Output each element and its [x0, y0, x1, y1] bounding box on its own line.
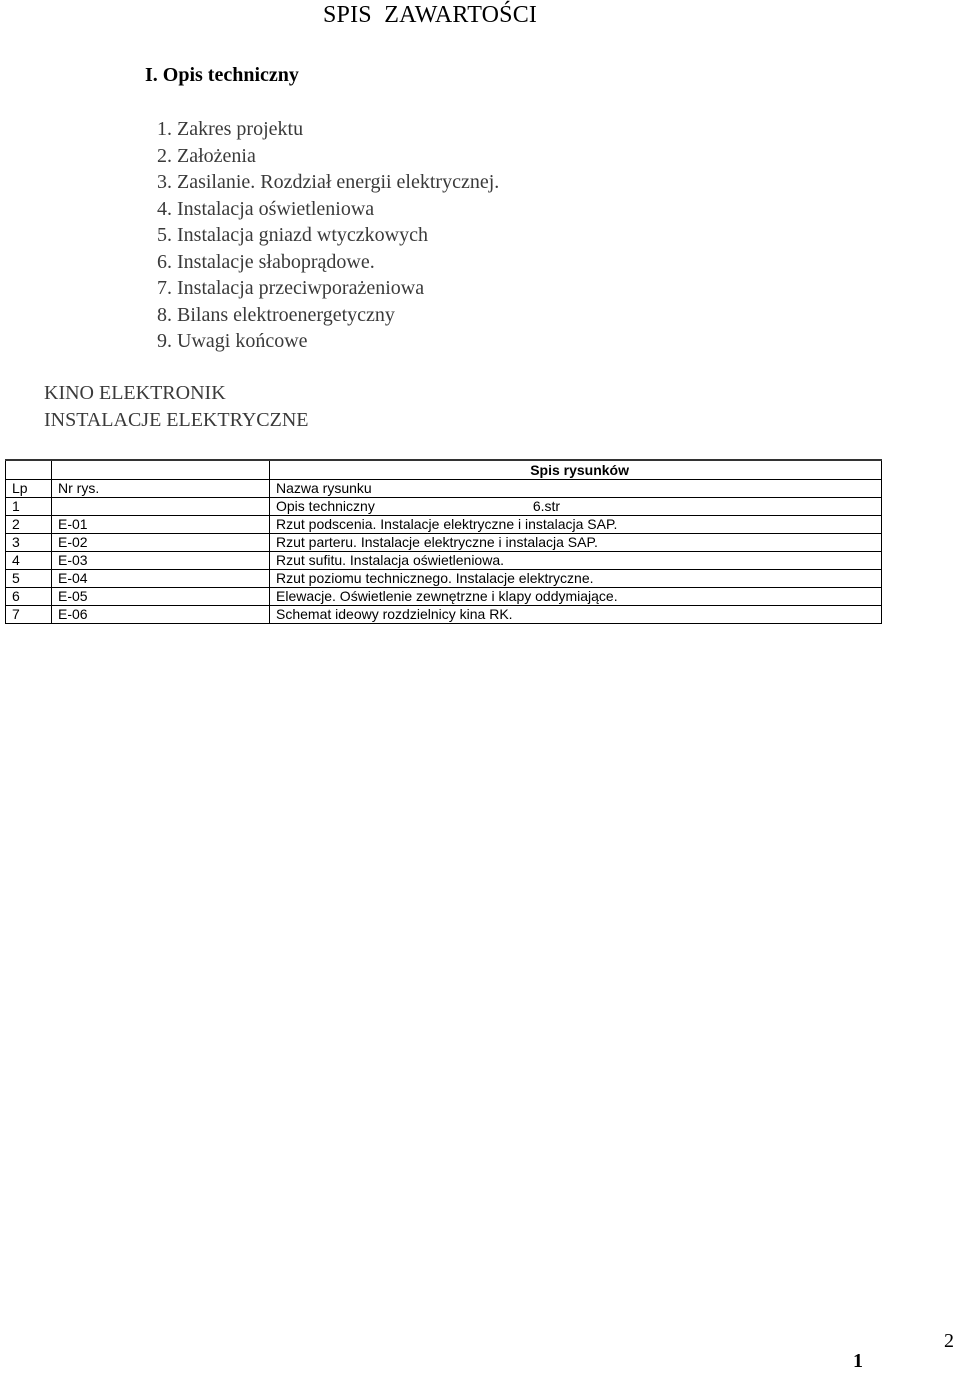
project-name: KINO ELEKTRONIK	[44, 382, 226, 404]
project-info	[44, 380, 309, 434]
toc-item: 2. Założenia	[157, 144, 256, 167]
row-name: Rzut podscenia. Instalacje elektryczne i instalacja SAP.	[270, 516, 882, 534]
table-of-contents	[157, 116, 499, 355]
table-header-row	[6, 480, 882, 498]
row-lp: 5	[6, 570, 52, 588]
toc-item: 3. Zasilanie. Rozdział energii elektrycznej.	[157, 171, 500, 193]
row-nr: E-06	[52, 606, 270, 624]
row-lp: 4	[6, 552, 52, 570]
row-lp: 1	[6, 498, 52, 516]
row-name	[270, 498, 882, 516]
row-nr: E-02	[52, 534, 270, 552]
toc-item: 6. Instalacje słaboprądowe.	[157, 250, 375, 273]
drawings-table-title-row	[6, 460, 882, 480]
row-name: Rzut poziomu technicznego. Instalacje elektryczne.	[270, 570, 882, 588]
toc-item: 7. Instalacja przeciwporażeniowa	[157, 277, 425, 299]
page-number-right: 2	[944, 1330, 954, 1352]
table-row	[6, 570, 882, 588]
row-nr: E-01	[52, 516, 270, 534]
toc-item: 1. Zakres projektu	[157, 118, 304, 140]
table-row	[6, 606, 882, 624]
table-row	[6, 588, 882, 606]
empty-cell	[6, 460, 52, 480]
toc-item: 9. Uwagi końcowe	[157, 330, 308, 352]
row-lp: 2	[6, 516, 52, 534]
empty-cell	[52, 460, 270, 480]
drawings-table	[5, 459, 882, 624]
row-pages: 6.str	[532, 498, 561, 514]
row-lp: 7	[6, 606, 52, 624]
row-name: Schemat ideowy rozdzielnicy kina RK.	[270, 606, 882, 624]
row-name: Rzut sufitu. Instalacja oświetleniowa.	[270, 552, 882, 570]
row-name: Elewacje. Oświetlenie zewnętrzne i klapy oddymiające.	[270, 588, 882, 606]
row-nr: E-04	[52, 570, 270, 588]
row-lp: 3	[6, 534, 52, 552]
row-name-text: Opis techniczny	[276, 498, 375, 514]
document-title: SPIS ZAWARTOŚCI	[323, 2, 538, 28]
column-header-lp: Lp	[6, 480, 52, 498]
table-row	[6, 516, 882, 534]
row-lp: 6	[6, 588, 52, 606]
row-nr: E-05	[52, 588, 270, 606]
row-nr: E-03	[52, 552, 270, 570]
row-nr	[52, 498, 270, 516]
section-heading: I. Opis techniczny	[145, 64, 299, 86]
toc-item: 5. Instalacja gniazd wtyczkowych	[157, 224, 429, 246]
project-scope: INSTALACJE ELEKTRYCZNE	[44, 409, 309, 431]
toc-item: 4. Instalacja oświetleniowa	[157, 197, 375, 220]
toc-item: 8. Bilans elektroenergetyczny	[157, 303, 395, 326]
row-name: Rzut parteru. Instalacje elektryczne i instalacja SAP.	[270, 534, 882, 552]
column-header-name: Nazwa rysunku	[270, 480, 882, 498]
page-number-left: 1	[853, 1350, 863, 1372]
drawings-table-title: Spis rysunków	[270, 460, 882, 480]
table-row	[6, 552, 882, 570]
table-row	[6, 498, 882, 516]
column-header-nr: Nr rys.	[52, 480, 270, 498]
table-row	[6, 534, 882, 552]
